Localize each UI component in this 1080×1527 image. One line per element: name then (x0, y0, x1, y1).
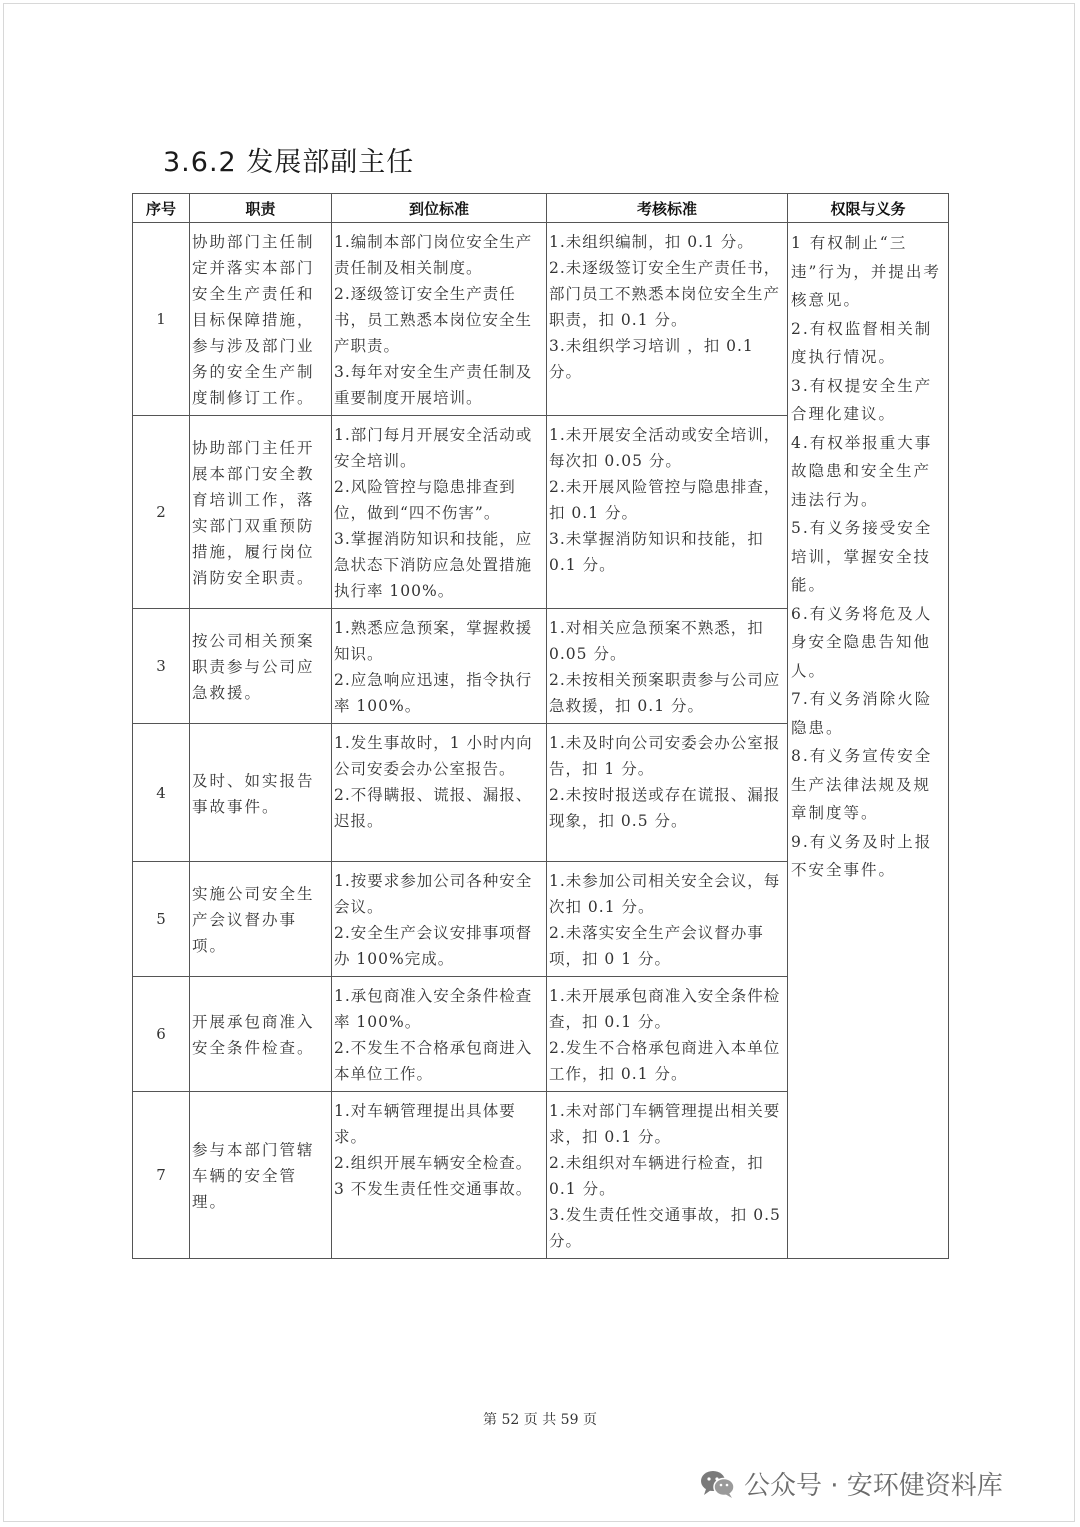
standard-cell-line: 1.对车辆管理提出具体要求。 (334, 1102, 516, 1146)
standard-cell (332, 223, 547, 416)
assessment-cell (547, 416, 788, 609)
rights-cell-line: 6.有义务将危及人身安全隐患告知他人。 (791, 604, 933, 680)
rights-cell-line: 5.有义务接受安全培训，掌握安全技能。 (791, 519, 933, 594)
page-footer (0, 1409, 1080, 1429)
standard-cell (332, 609, 547, 724)
duty-cell (190, 609, 332, 724)
rights-cell-line: 9.有义务及时上报不安全事件。 (791, 832, 933, 879)
assessment-cell-line: 2.未落实安全生产会议督办事项，扣 0 1 分。 (549, 924, 764, 968)
standard-cell-line: 2.不得瞒报、谎报、漏报、迟报。 (334, 786, 533, 830)
duty-cell (190, 977, 332, 1092)
assessment-cell (547, 724, 788, 862)
standard-cell-line: 1.按要求参加公司各种安全会议。 (334, 872, 533, 916)
rights-cell-line: 2.有权监督相关制度执行情况。 (791, 319, 933, 366)
row-number: 1 (133, 223, 190, 416)
assessment-cell-line: 1.未开展承包商准入安全条件检查，扣 0.1 分。 (549, 987, 781, 1031)
row-number: 2 (133, 416, 190, 609)
standard-cell (332, 416, 547, 609)
assessment-cell-line: 1.未参加公司相关安全会议，每次扣 0.1 分。 (549, 872, 781, 916)
header-num: 序号 (133, 194, 190, 223)
standard-cell (332, 862, 547, 977)
footer-middle: 页 共 (523, 1412, 557, 1428)
footer-current-page: 52 (501, 1412, 520, 1428)
rights-cell (788, 223, 949, 1259)
duty-cell-line: 及时、如实报告事故事件。 (192, 771, 315, 816)
rights-cell-line: 8.有义务宣传安全生产法律法规及规章制度等。 (791, 747, 933, 822)
assessment-cell (547, 862, 788, 977)
watermark (700, 1465, 1003, 1502)
assessment-cell-line: 2.未按相关预案职责参与公司应急救援，扣 0.1 分。 (549, 671, 781, 715)
standard-cell (332, 977, 547, 1092)
header-assessment: 考核标准 (547, 194, 788, 223)
assessment-cell-line: 1.未及时向公司安委会办公室报告，扣 1 分。 (549, 734, 781, 778)
assessment-cell-line: 3.未组织学习培训 ，扣 0.1 分。 (549, 337, 754, 381)
footer-total-pages: 59 (560, 1412, 579, 1428)
duty-cell (190, 223, 332, 416)
standard-cell (332, 1092, 547, 1259)
watermark-text: 公众号 · 安环健资料库 (744, 1471, 1003, 1501)
assessment-cell-line: 1.对相关应急预案不熟悉，扣 0.05 分。 (549, 619, 764, 663)
rights-cell-line: 1 有权制止“三违”行为，并提出考核意见。 (791, 234, 941, 309)
assessment-cell-line: 1.未对部门车辆管理提出相关要求，扣 0.1 分。 (549, 1102, 781, 1146)
table-header-row (133, 194, 949, 223)
standard-cell-line: 2.风险管控与隐患排查到位，做到“四不伤害”。 (334, 478, 516, 522)
standard-cell-line: 2.不发生不合格承包商进入本单位工作。 (334, 1039, 533, 1083)
assessment-cell-line: 2.未开展风险管控与隐患排查，扣 0.1 分。 (549, 478, 781, 522)
duty-cell (190, 1092, 332, 1259)
duty-table (132, 193, 949, 1259)
standard-cell-line: 1.编制本部门岗位安全生产责任制及相关制度。 (334, 233, 533, 277)
assessment-cell (547, 223, 788, 416)
standard-cell (332, 724, 547, 862)
table-row (133, 223, 949, 416)
rights-cell-line: 3.有权提安全生产合理化建议。 (791, 376, 933, 423)
standard-cell-line: 3.每年对安全生产责任制及重要制度开展培训。 (334, 363, 533, 407)
row-number: 4 (133, 724, 190, 862)
section-title: 3.6.2 发展部副主任 (163, 147, 415, 178)
duty-cell-line: 按公司相关预案职责参与公司应急救援。 (192, 632, 315, 702)
footer-suffix: 页 (582, 1412, 597, 1428)
duty-cell (190, 862, 332, 977)
header-standard: 到位标准 (332, 194, 547, 223)
standard-cell-line: 2.安全生产会议安排事项督办 100%完成。 (334, 924, 533, 968)
row-number: 3 (133, 609, 190, 724)
duty-cell-line: 协助部门主任开展本部门安全教育培训工作，落实部门双重预防措施，履行岗位消防安全职责。 (192, 439, 315, 587)
standard-cell-line: 1.部门每月开展安全活动或安全培训。 (334, 426, 533, 470)
header-duty: 职责 (190, 194, 332, 223)
assessment-cell-line: 2.发生不合格承包商进入本单位工作，扣 0.1 分。 (549, 1039, 781, 1083)
assessment-cell (547, 609, 788, 724)
assessment-cell-line: 2.未组织对车辆进行检查，扣 0.1 分。 (549, 1154, 764, 1198)
wechat-icon (700, 1469, 736, 1499)
duty-cell (190, 724, 332, 862)
standard-cell-line: 2.应急响应迅速，指令执行率 100%。 (334, 671, 533, 715)
duty-cell-line: 参与本部门管辖车辆的安全管理。 (192, 1141, 315, 1211)
duty-cell-line: 开展承包商准入安全条件检查。 (192, 1013, 315, 1057)
assessment-cell-line: 3.未掌握消防知识和技能，扣 0.1 分。 (549, 530, 764, 574)
rights-cell-line: 7.有义务消除火险隐患。 (791, 690, 933, 737)
standard-cell-line: 1.熟悉应急预案，掌握救援知识。 (334, 619, 533, 663)
duty-cell (190, 416, 332, 609)
row-number: 6 (133, 977, 190, 1092)
header-rights: 权限与义务 (788, 194, 949, 223)
duty-cell-line: 实施公司安全生产会议督办事项。 (192, 885, 315, 955)
row-number: 7 (133, 1092, 190, 1259)
standard-cell-line: 3.掌握消防知识和技能，应急状态下消防应急处置措施执行率 100%。 (334, 530, 533, 600)
row-number: 5 (133, 862, 190, 977)
rights-cell-line: 4.有权举报重大事故隐患和安全生产违法行为。 (791, 433, 933, 509)
assessment-cell-line: 2.未逐级签订安全生产责任书，部门员工不熟悉本岗位安全生产职责，扣 0.1 分。 (549, 259, 781, 329)
duty-cell-line: 协助部门主任制定并落实本部门安全生产责任和目标保障措施，参与涉及部门业务的安全生产制度制修订工作。 (192, 233, 315, 407)
assessment-cell (547, 977, 788, 1092)
assessment-cell-line: 2.未按时报送或存在谎报、漏报现象，扣 0.5 分。 (549, 786, 781, 830)
standard-cell-line: 2.组织开展车辆安全检查。 (334, 1154, 533, 1172)
assessment-cell-line: 3.发生责任性交通事故，扣 0.5 分。 (549, 1206, 781, 1250)
standard-cell-line: 2.逐级签订安全生产责任书，员工熟悉本岗位安全生产职责。 (334, 285, 533, 355)
assessment-cell-line: 1.未开展安全活动或安全培训，每次扣 0.05 分。 (549, 426, 781, 470)
assessment-cell-line: 1.未组织编制，扣 0.1 分。 (549, 233, 754, 251)
footer-prefix: 第 (483, 1412, 498, 1428)
standard-cell-line: 1.发生事故时，1 小时内向公司安委会办公室报告。 (334, 734, 533, 778)
standard-cell-line: 1.承包商准入安全条件检查率 100%。 (334, 987, 533, 1031)
assessment-cell (547, 1092, 788, 1259)
standard-cell-line: 3 不发生责任性交通事故。 (334, 1180, 533, 1198)
